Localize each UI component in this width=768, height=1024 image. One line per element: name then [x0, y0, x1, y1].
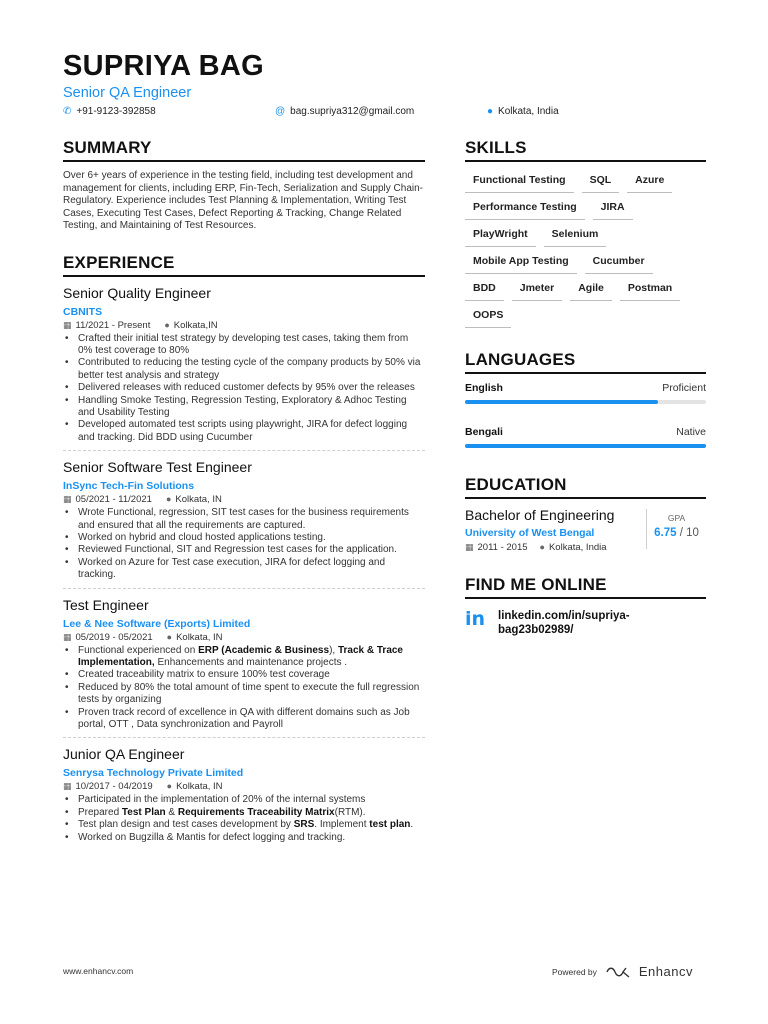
job-dates: 05/2019 - 05/2021	[75, 631, 153, 643]
language-level-fill	[465, 400, 658, 404]
bullet-fragment: SRS	[293, 819, 315, 831]
skill-tag: Selenium	[544, 222, 607, 247]
calendar-icon: ▦	[63, 319, 72, 330]
bullet-fragment: Test Plan	[121, 806, 166, 818]
bullet-fragment: Enhancements and maintenance projects .	[154, 657, 348, 668]
skill-tag: JIRA	[593, 195, 633, 220]
experience-heading: EXPERIENCE	[63, 253, 425, 277]
calendar-icon: ▦	[63, 631, 72, 642]
job-location: Kolkata, IN	[176, 781, 223, 793]
job-bullets	[63, 645, 425, 732]
job-dates-wrap	[63, 320, 150, 331]
map-pin-icon: ●	[539, 542, 545, 552]
job-dates-wrap	[63, 632, 153, 643]
skill-tag: Postman	[620, 276, 680, 301]
education-dates-wrap	[465, 542, 528, 553]
bullet-item	[63, 645, 425, 670]
skill-tag: BDD	[465, 276, 504, 301]
bullet-fragment: ERP (Academic & Business	[198, 644, 330, 656]
job-location-wrap	[166, 494, 222, 505]
section-divider	[63, 450, 425, 451]
language-level: Proficient	[662, 382, 706, 394]
education-degree: Bachelor of Engineering	[465, 507, 615, 523]
online-heading: FIND ME ONLINE	[465, 575, 706, 599]
skills-heading: SKILLS	[465, 138, 706, 162]
job-meta	[63, 781, 425, 792]
education-heading: EDUCATION	[465, 475, 706, 499]
bullet-fragment: Track & Trace Implementation,	[78, 644, 403, 668]
experience-item	[63, 597, 425, 739]
phone-contact	[63, 106, 156, 117]
bullet-fragment: &	[165, 806, 178, 818]
bullet-fragment: ),	[329, 644, 338, 656]
enhancv-logo-icon	[605, 966, 631, 978]
bullet-item: • Handling Smoke Testing, Regression Testing, Exploratory & Adhoc Testing and Usability Testing	[63, 395, 425, 420]
job-dates: 05/2021 - 11/2021	[75, 494, 152, 506]
job-company: InSync Tech-Fin Solutions	[63, 480, 195, 493]
languages-list	[465, 382, 706, 448]
job-location-wrap	[167, 632, 223, 643]
skill-tag: SQL	[582, 168, 620, 193]
bullet-item: • Created traceability matrix to ensure 100% test coverage	[63, 669, 425, 681]
bullet-item: • Worked on hybrid and cloud hosted applications testing.	[63, 532, 425, 544]
job-bullets	[63, 794, 425, 844]
email-text[interactable]: bag.supriya312@gmail.com	[290, 106, 415, 117]
language-level-bar	[465, 444, 706, 448]
job-title: Junior QA Engineer	[63, 746, 185, 763]
skill-tag: Cucumber	[585, 249, 653, 274]
candidate-name: SUPRIYA BAG	[63, 50, 264, 82]
skill-tag: Mobile App Testing	[465, 249, 577, 274]
job-bullets	[63, 507, 425, 581]
calendar-icon: ▦	[465, 542, 474, 552]
skill-tag: OOPS	[465, 303, 511, 328]
left-column	[63, 138, 425, 844]
footer-website[interactable]: www.enhancv.com	[63, 966, 134, 976]
language-row	[465, 382, 706, 394]
bullet-item: • Reduced by 80% the total amount of time spent to execute the full regression tests by organizing	[63, 682, 425, 707]
job-dates: 10/2017 - 04/2019	[75, 781, 153, 793]
email-contact[interactable]	[275, 106, 414, 117]
education-location: Kolkata, India	[548, 542, 607, 553]
gpa-label: GPA	[667, 513, 686, 523]
experience-item	[63, 459, 425, 588]
bullet-fragment: Prepared	[78, 806, 122, 818]
job-company: Senrysa Technology Private Limited	[63, 767, 244, 780]
language-row	[465, 426, 706, 438]
at-icon: @	[275, 106, 286, 117]
gpa-box	[646, 509, 706, 549]
languages-heading: LANGUAGES	[465, 350, 706, 374]
education-location-wrap	[540, 542, 607, 553]
job-dates-wrap	[63, 781, 153, 792]
section-divider	[63, 737, 425, 738]
skill-tag: Functional Testing	[465, 168, 574, 193]
location-text: Kolkata, India	[498, 106, 559, 117]
bullet-fragment: Requirements Traceability Matrix	[177, 806, 335, 818]
job-company: Lee & Nee Software (Exports) Limited	[63, 617, 251, 630]
skill-tag: PlayWright	[465, 222, 536, 247]
job-location-wrap	[167, 781, 223, 792]
bullet-fragment: .	[410, 819, 414, 831]
bullet-item: • Proven track record of excellence in QA with different domains such as Job portal, OTT , Data synchronization and Payroll	[63, 707, 425, 732]
job-meta	[63, 632, 425, 643]
skill-tag: Azure	[627, 168, 672, 193]
calendar-icon: ▦	[63, 494, 72, 505]
calendar-icon: ▦	[63, 781, 72, 792]
language-level: Native	[676, 426, 706, 438]
language-name: English	[465, 382, 503, 394]
language-item	[465, 426, 706, 448]
experience-item	[63, 285, 425, 452]
bullet-item	[63, 819, 425, 831]
bullet-item: • Participated in the implementation of 20% of the internal systems	[63, 794, 425, 806]
job-title: Test Engineer	[63, 596, 149, 613]
skill-tag: Agile	[570, 276, 612, 301]
map-pin-icon: ●	[166, 781, 173, 792]
phone-text: +91-9123-392858	[76, 106, 156, 117]
job-bullets	[63, 333, 425, 445]
bullet-fragment: Test plan design and test cases development by	[78, 819, 294, 831]
gpa-max: 10	[686, 527, 699, 539]
skills-list	[465, 168, 706, 330]
map-pin-icon: ●	[487, 106, 494, 117]
skill-tag: Jmeter	[512, 276, 562, 301]
language-level-fill	[465, 444, 706, 448]
bullet-item	[63, 807, 425, 819]
job-meta	[63, 494, 425, 505]
linkedin-link[interactable]: linkedin.com/in/supriya-bag23b02989/	[498, 610, 630, 636]
map-pin-icon: ●	[164, 319, 170, 330]
gpa-value: 6.75	[654, 527, 677, 539]
language-name: Bengali	[465, 426, 503, 438]
bullet-item: • Reviewed Functional, SIT and Regression test cases for the application.	[63, 544, 425, 556]
summary-text: Over 6+ years of experience in the testing field, including test development and management for clients, including ERP, Fin-Tech, Serialization and Supply Chain-Regulatory. Experience includes Test Planning & Implementation, Writing Test Cases, Executing Test Cases, Defect Reporting & Tracking, Change Related Testing, and Maintaining of Test Resources.	[63, 170, 424, 231]
map-pin-icon: ●	[165, 494, 172, 505]
job-company: CBNITS	[63, 305, 103, 318]
job-title: Senior Quality Engineer	[63, 284, 211, 301]
education-entry	[465, 507, 706, 553]
summary-heading: SUMMARY	[63, 138, 425, 162]
job-location: Kolkata,IN	[173, 319, 218, 331]
education-dates: 2011 - 2015	[477, 542, 528, 553]
location-contact	[487, 106, 559, 117]
job-dates: 11/2021 - Present	[75, 319, 151, 331]
footer-powered	[552, 964, 693, 979]
job-meta	[63, 320, 425, 331]
bullet-item: • Worked on Azure for Test case execution, JIRA for defect logging and tracking.	[63, 557, 425, 582]
job-location: Kolkata, IN	[176, 631, 223, 643]
bullet-item: • Wrote Functional, regression, SIT test cases for the business requirements and ensured that all the requirements are captured.	[63, 507, 425, 532]
language-item	[465, 382, 706, 404]
experience-item	[63, 746, 425, 844]
job-location: Kolkata, IN	[175, 494, 222, 506]
phone-icon: ✆	[63, 106, 72, 117]
linkedin-icon: in	[465, 608, 486, 630]
bullet-fragment: Functional experienced on	[78, 644, 199, 656]
job-dates-wrap	[63, 494, 152, 505]
bullet-item: • Worked on Bugzilla & Mantis for defect logging and tracking.	[63, 832, 425, 844]
language-level-bar	[465, 400, 706, 404]
bullet-item: • Developed automated test scripts using playwright, JIRA for defect logging and tracking. Did BDD using Cucumber	[63, 419, 425, 444]
candidate-role: Senior QA Engineer	[63, 85, 192, 101]
bullet-item: • Contributed to reducing the testing cycle of the company products by 50% via better test analysis and strategy	[63, 357, 425, 382]
experience-list	[63, 285, 425, 845]
bullet-fragment: . Implement	[314, 819, 370, 831]
powered-by-text: Powered by	[552, 966, 597, 977]
bullet-fragment: (RTM).	[334, 806, 366, 818]
bullet-item: • Crafted their initial test strategy by developing test cases, taking them from 0% test coverage to 80%	[63, 333, 425, 358]
job-title: Senior Software Test Engineer	[63, 459, 252, 476]
section-divider	[63, 588, 425, 589]
right-column	[465, 138, 706, 637]
education-school: University of West Bengal	[465, 527, 595, 539]
online-entry[interactable]	[465, 609, 706, 637]
brand-text: Enhancv	[638, 964, 693, 979]
bullet-item: • Delivered releases with reduced customer defects by 95% over the releases	[63, 382, 425, 394]
bullet-fragment: test plan	[369, 819, 411, 831]
gpa-separator: /	[676, 527, 687, 539]
skill-tag: Performance Testing	[465, 195, 585, 220]
job-location-wrap	[164, 320, 217, 331]
map-pin-icon: ●	[166, 631, 173, 642]
